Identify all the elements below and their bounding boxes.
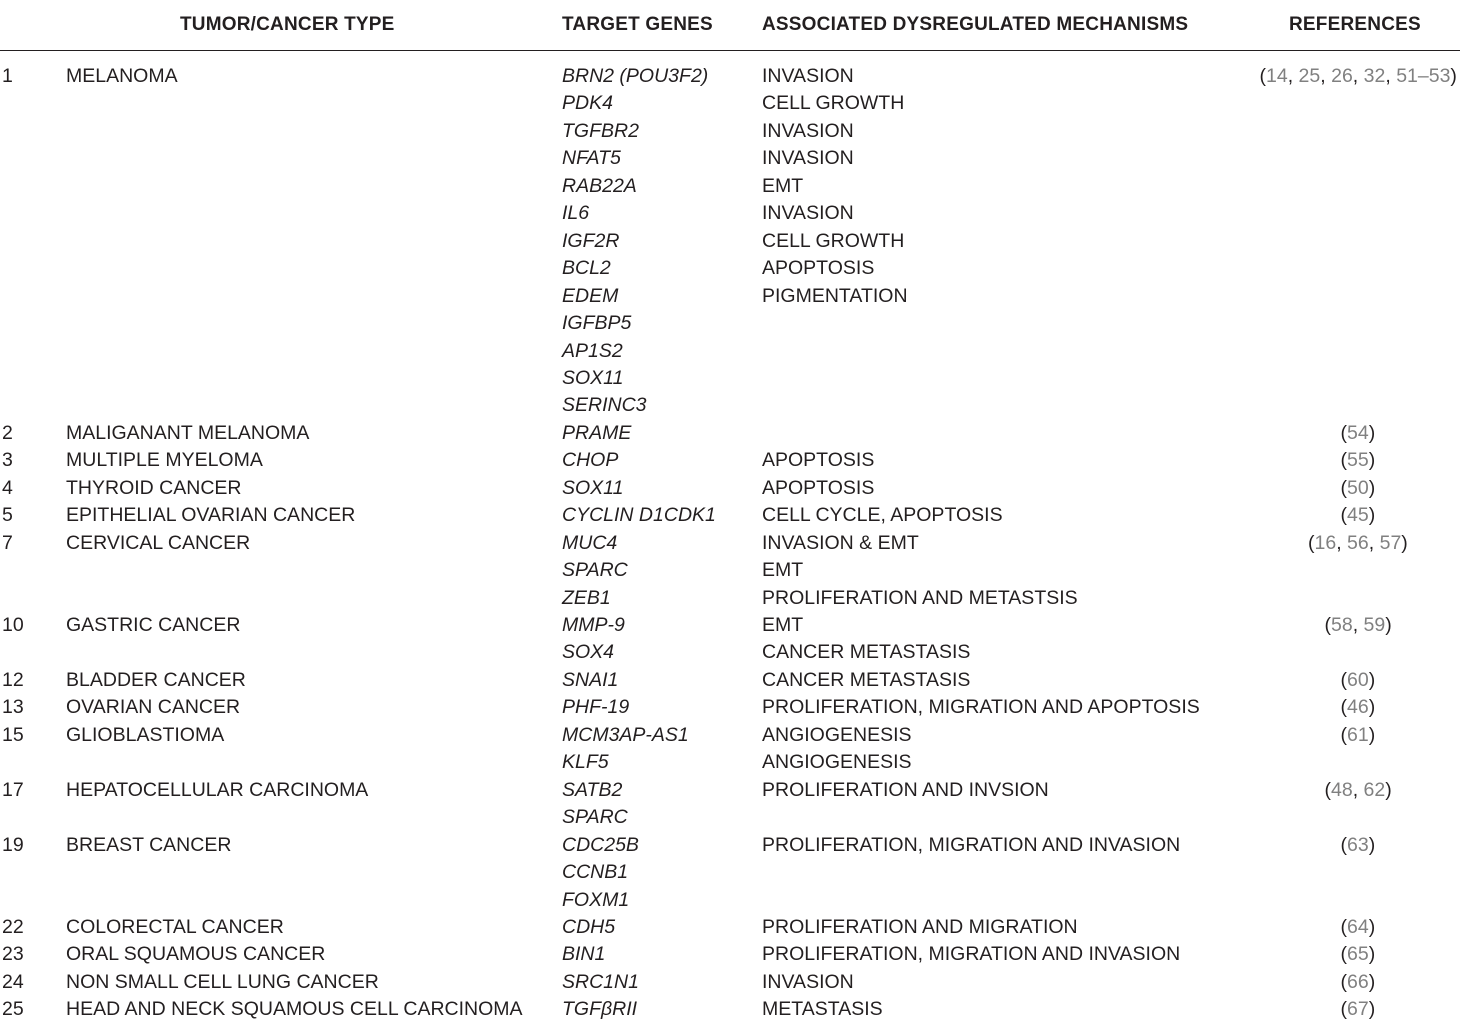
target-gene: SOX11 [562, 366, 624, 389]
cancer-type: GASTRIC CANCER [66, 614, 241, 636]
reference-link[interactable]: 32 [1363, 65, 1386, 87]
reference-link[interactable]: 54 [1347, 421, 1369, 444]
target-gene: FOXM1 [562, 888, 630, 911]
table-row [0, 722, 1460, 750]
cancer-type: GLIOBLASTIOMA [66, 723, 225, 746]
table-row [0, 530, 1460, 558]
mechanism: EMT [762, 614, 804, 636]
table-row [0, 338, 1460, 366]
row-number: 12 [2, 668, 24, 691]
mechanism: ANGIOGENESIS [762, 751, 912, 774]
target-gene: IL6 [562, 202, 590, 225]
cancer-type: THYROID CANCER [66, 476, 242, 499]
target-gene: MCM3AP-AS1 [562, 723, 689, 746]
table-row [0, 612, 1460, 640]
table-row [0, 859, 1460, 887]
target-gene: CDH5 [562, 915, 616, 938]
row-number: 10 [2, 614, 24, 636]
target-gene: TGFβRII [562, 998, 638, 1021]
row-number: 19 [2, 833, 24, 856]
row-number: 3 [2, 449, 13, 472]
reference-link[interactable]: 48 [1331, 778, 1353, 801]
table-row [0, 255, 1460, 283]
mechanism: METASTASIS [762, 998, 883, 1021]
mechanism: CELL GROWTH [762, 92, 905, 115]
target-gene: CHOP [562, 449, 619, 472]
target-gene: TGFBR2 [562, 119, 639, 142]
mechanism: PROLIFERATION, MIGRATION AND INVASION [762, 833, 1181, 856]
target-gene: EDEM [562, 284, 619, 307]
table-row [0, 283, 1460, 311]
references-cell: (58, 59) [1324, 614, 1392, 636]
mechanism: CANCER METASTASIS [762, 641, 971, 664]
mechanism: APOPTOSIS [762, 449, 875, 472]
mechanism: EMT [762, 174, 804, 197]
target-gene: PRAME [562, 421, 632, 444]
reference-link[interactable]: 45 [1347, 504, 1369, 527]
reference-link[interactable]: 65 [1347, 943, 1369, 966]
target-gene: SATB2 [562, 778, 623, 801]
table-row [0, 173, 1460, 201]
reference-link[interactable]: 59 [1363, 614, 1386, 636]
reference-link[interactable]: 16 [1314, 531, 1337, 554]
target-gene: IGF2R [562, 229, 620, 252]
references-cell: (46) [1340, 696, 1376, 719]
references-cell: (50) [1340, 476, 1376, 499]
target-gene: SOX11 [562, 476, 624, 499]
reference-link[interactable]: 26 [1331, 65, 1353, 87]
row-number: 22 [2, 915, 24, 938]
target-gene: ZEB1 [562, 586, 611, 609]
mechanism: PROLIFERATION AND MIGRATION [762, 915, 1078, 938]
row-number: 1 [2, 65, 13, 87]
reference-link[interactable]: 63 [1347, 833, 1369, 856]
reference-link[interactable]: 61 [1347, 723, 1369, 746]
mechanism: INVASION & EMT [762, 531, 919, 554]
table-row [0, 585, 1460, 613]
target-gene: SNAI1 [562, 668, 619, 691]
target-gene: CDC25B [562, 833, 639, 856]
reference-link[interactable]: 46 [1347, 696, 1369, 719]
target-gene: KLF5 [562, 751, 609, 774]
table-row [0, 200, 1460, 228]
reference-link[interactable]: 58 [1331, 614, 1353, 636]
target-gene: BIN1 [562, 943, 606, 966]
cancer-type: NON SMALL CELL LUNG CANCER [66, 970, 379, 993]
references-cell: (61) [1340, 723, 1376, 746]
mechanism: INVASION [762, 970, 854, 993]
cancer-type: OVARIAN CANCER [66, 696, 241, 719]
cancer-type: MELANOMA [66, 65, 178, 87]
mechanism: PROLIFERATION AND INVSION [762, 778, 1049, 801]
table-row [0, 914, 1460, 942]
table-row [0, 804, 1460, 832]
cancer-type: MALIGANANT MELANOMA [66, 421, 310, 444]
table-row [0, 694, 1460, 722]
target-gene: IGFBP5 [562, 312, 632, 335]
cancer-type: ORAL SQUAMOUS CANCER [66, 943, 326, 966]
references-cell: (64) [1340, 915, 1376, 938]
target-gene: AP1S2 [562, 339, 623, 362]
references-cell: (16, 56, 57) [1308, 531, 1408, 554]
target-gene: SPARC [562, 806, 628, 829]
table-row [0, 145, 1460, 173]
table-row [0, 63, 1460, 91]
mechanism: INVASION [762, 202, 854, 225]
references-cell: (63) [1340, 833, 1376, 856]
table-row [0, 639, 1460, 667]
table-header [0, 0, 1460, 51]
target-gene: PHF-19 [562, 696, 630, 719]
reference-link[interactable]: 55 [1347, 449, 1369, 472]
reference-link[interactable]: 64 [1347, 915, 1369, 938]
row-number: 23 [2, 943, 24, 966]
row-number: 15 [2, 723, 24, 746]
references-cell: (67) [1340, 998, 1376, 1021]
header-target-genes: TARGET GENES [562, 14, 713, 35]
reference-link[interactable]: 25 [1298, 65, 1321, 87]
references-cell: (54) [1340, 421, 1376, 444]
target-gene: SPARC [562, 559, 628, 582]
row-number: 24 [2, 970, 24, 993]
table-row [0, 365, 1460, 393]
mechanism: APOPTOSIS [762, 257, 875, 280]
reference-link[interactable]: 57 [1379, 531, 1402, 554]
cancer-type: BLADDER CANCER [66, 668, 246, 691]
reference-link[interactable]: 51–53 [1396, 65, 1451, 87]
mechanism: PROLIFERATION, MIGRATION AND APOPTOSIS [762, 696, 1200, 719]
mechanism: CELL GROWTH [762, 229, 905, 252]
mechanism: INVASION [762, 147, 854, 170]
table-row [0, 420, 1460, 448]
mechanism: CANCER METASTASIS [762, 668, 971, 691]
cancer-type: BREAST CANCER [66, 833, 232, 856]
target-gene: RAB22A [562, 174, 637, 197]
row-number: 17 [2, 778, 24, 801]
cancer-type: HEPATOCELLULAR CARCINOMA [66, 778, 369, 801]
table-row [0, 392, 1460, 420]
target-gene: PDK4 [562, 92, 613, 115]
target-gene: CYCLIN D1CDK1 [562, 504, 716, 527]
table-row [0, 310, 1460, 338]
reference-link[interactable]: 62 [1363, 778, 1386, 801]
mechanism: PROLIFERATION, MIGRATION AND INVASION [762, 943, 1181, 966]
reference-link[interactable]: 56 [1347, 531, 1369, 554]
target-gene: CCNB1 [562, 861, 629, 884]
table-row [0, 749, 1460, 777]
mechanism: INVASION [762, 65, 854, 87]
cancer-type: EPITHELIAL OVARIAN CANCER [66, 504, 356, 527]
cancer-type: MULTIPLE MYELOMA [66, 449, 263, 472]
target-gene: BCL2 [562, 257, 611, 280]
row-number: 5 [2, 504, 13, 527]
row-number: 2 [2, 421, 13, 444]
cancer-type: COLORECTAL CANCER [66, 915, 284, 938]
mechanism: EMT [762, 559, 804, 582]
references-cell: (60) [1340, 668, 1376, 691]
header-tumor-type: TUMOR/CANCER TYPE [180, 14, 395, 35]
target-gene: SERINC3 [562, 394, 647, 417]
table-row [0, 90, 1460, 118]
target-gene: MMP-9 [562, 614, 625, 636]
table-row [0, 832, 1460, 860]
reference-link[interactable]: 60 [1347, 668, 1369, 691]
reference-link[interactable]: 66 [1347, 970, 1369, 993]
references-cell: (66) [1340, 970, 1376, 993]
mechanism: APOPTOSIS [762, 476, 875, 499]
mechanism: CELL CYCLE, APOPTOSIS [762, 504, 1003, 527]
row-number: 25 [2, 998, 24, 1021]
table-row [0, 228, 1460, 256]
mechanism: PROLIFERATION AND METASTSIS [762, 586, 1078, 609]
row-number: 13 [2, 696, 24, 719]
references-cell: (55) [1340, 449, 1376, 472]
target-gene: BRN2 (POU3F2) [562, 65, 709, 87]
table-row [0, 777, 1460, 805]
table-row [0, 941, 1460, 969]
header-references: REFERENCES [1289, 14, 1421, 35]
target-gene: SOX4 [562, 641, 615, 664]
table-row [0, 557, 1460, 585]
reference-link[interactable]: 67 [1347, 998, 1369, 1021]
header-mechanisms: ASSOCIATED DYSREGULATED MECHANISMS [762, 14, 1189, 35]
table-row [0, 969, 1460, 997]
target-gene: NFAT5 [562, 147, 621, 170]
reference-link[interactable]: 14 [1266, 65, 1288, 87]
table-row [0, 667, 1460, 695]
target-gene: SRC1N1 [562, 970, 639, 993]
cancer-type: HEAD AND NECK SQUAMOUS CELL CARCINOMA [66, 998, 523, 1021]
references-cell: (48, 62) [1324, 778, 1392, 801]
references-cell: (14, 25, 26, 32, 51–53) [1259, 65, 1457, 87]
mechanism: ANGIOGENESIS [762, 723, 912, 746]
cancer-type: CERVICAL CANCER [66, 531, 251, 554]
mechanism: INVASION [762, 119, 854, 142]
table-row [0, 447, 1460, 475]
references-cell: (45) [1340, 504, 1376, 527]
table-row [0, 118, 1460, 146]
reference-link[interactable]: 50 [1347, 476, 1369, 499]
row-number: 7 [2, 531, 13, 554]
table-row [0, 475, 1460, 503]
table-row [0, 502, 1460, 530]
row-number: 4 [2, 476, 13, 499]
table-row [0, 887, 1460, 915]
references-cell: (65) [1340, 943, 1376, 966]
mechanism: PIGMENTATION [762, 284, 908, 307]
table-row [0, 996, 1460, 1024]
target-gene: MUC4 [562, 531, 618, 554]
